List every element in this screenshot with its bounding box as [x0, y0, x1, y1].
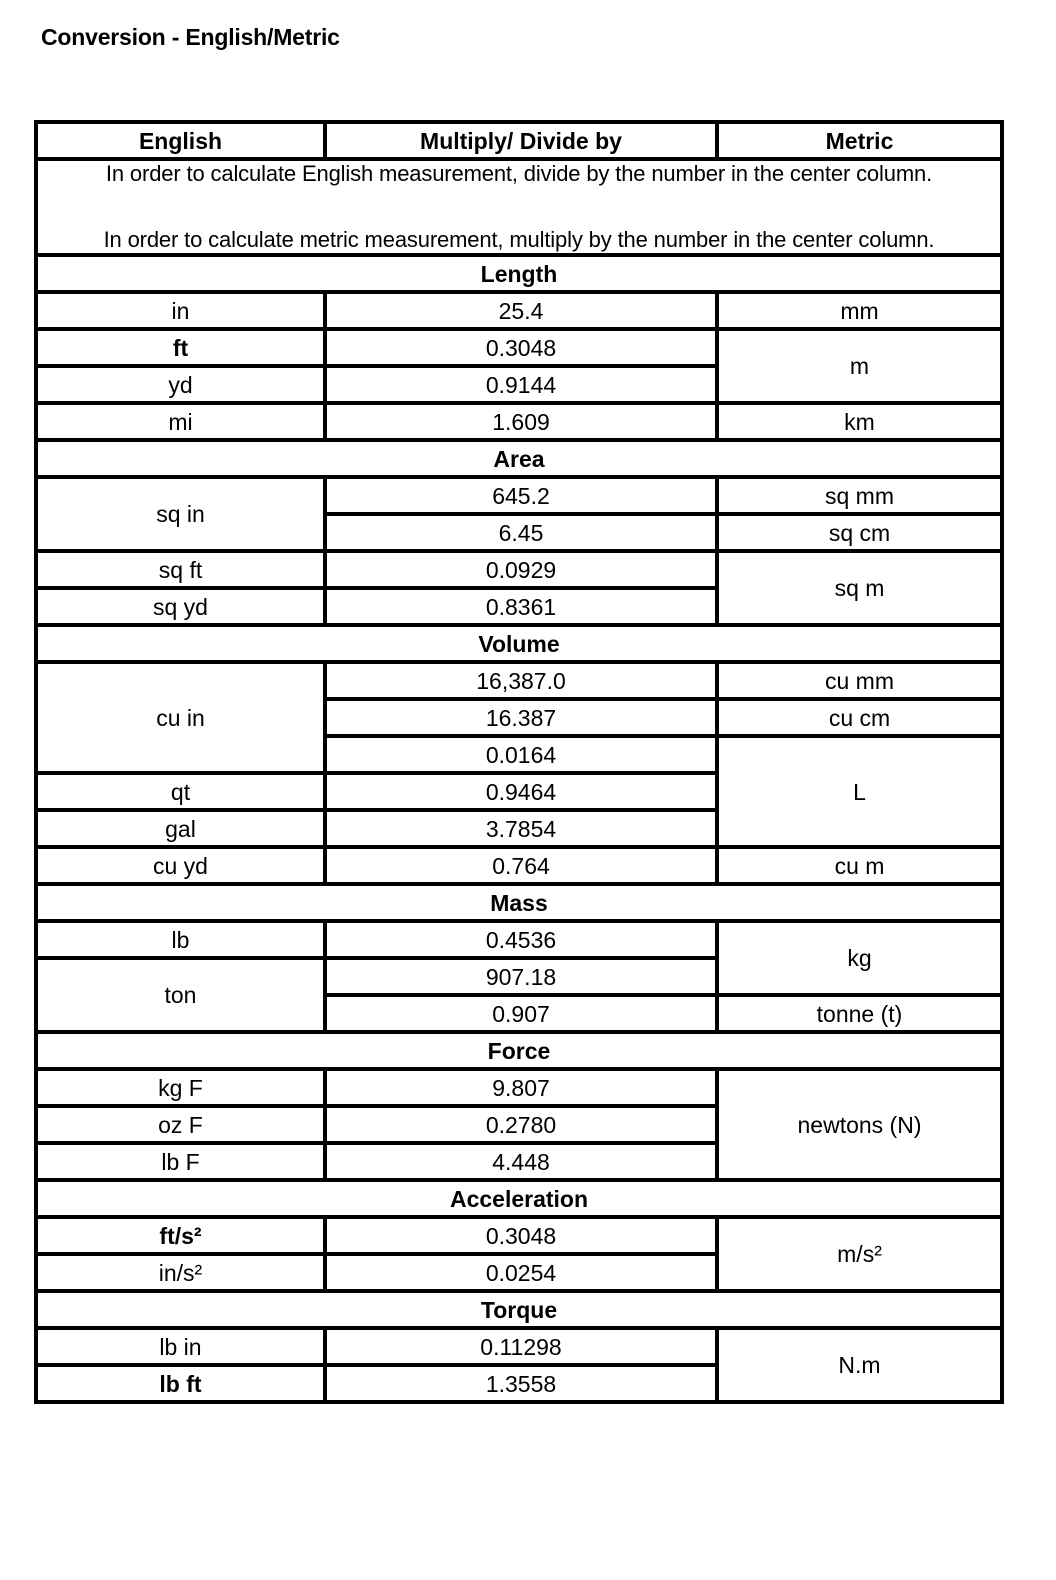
english-unit: mi: [36, 403, 325, 440]
english-unit: cu in: [36, 662, 325, 773]
section-row: [36, 1032, 1002, 1069]
header-metric: Metric: [717, 122, 1002, 159]
conversion-factor: 0.9464: [325, 773, 717, 810]
section-area: Area: [36, 440, 1002, 477]
english-unit: ft: [36, 329, 325, 366]
metric-unit: N.m: [717, 1328, 1002, 1402]
table-row: [36, 292, 1002, 329]
metric-unit: kg: [717, 921, 1002, 995]
conversion-factor: 1.3558: [325, 1365, 717, 1402]
conversion-factor: 0.8361: [325, 588, 717, 625]
header-factor: Multiply/ Divide by: [325, 122, 717, 159]
conversion-factor: 0.0164: [325, 736, 717, 773]
english-unit: in: [36, 292, 325, 329]
conversion-factor: 4.448: [325, 1143, 717, 1180]
metric-unit: km: [717, 403, 1002, 440]
instructions-cell: [36, 159, 1002, 255]
section-torque: Torque: [36, 1291, 1002, 1328]
section-row: [36, 1180, 1002, 1217]
english-unit: gal: [36, 810, 325, 847]
table-row: [36, 1069, 1002, 1106]
section-row: [36, 1291, 1002, 1328]
conversion-factor: 0.907: [325, 995, 717, 1032]
english-unit: yd: [36, 366, 325, 403]
english-unit: lb ft: [36, 1365, 325, 1402]
table-row: [36, 921, 1002, 958]
metric-unit: cu cm: [717, 699, 1002, 736]
english-unit: lb F: [36, 1143, 325, 1180]
table-row: [36, 477, 1002, 514]
conversion-factor: 16,387.0: [325, 662, 717, 699]
section-row: [36, 255, 1002, 292]
section-acceleration: Acceleration: [36, 1180, 1002, 1217]
english-unit: lb: [36, 921, 325, 958]
conversion-factor: 0.9144: [325, 366, 717, 403]
instruction-spacer: [38, 187, 1000, 227]
english-unit: in/s²: [36, 1254, 325, 1291]
conversion-factor: 25.4: [325, 292, 717, 329]
header-english: English: [36, 122, 325, 159]
table-row: [36, 1217, 1002, 1254]
metric-unit: mm: [717, 292, 1002, 329]
conversion-factor: 1.609: [325, 403, 717, 440]
metric-unit: L: [717, 736, 1002, 847]
conversion-factor: 0.3048: [325, 1217, 717, 1254]
conversion-factor: 645.2: [325, 477, 717, 514]
table-row: [36, 1328, 1002, 1365]
english-unit: lb in: [36, 1328, 325, 1365]
conversion-factor: 9.807: [325, 1069, 717, 1106]
metric-unit: sq mm: [717, 477, 1002, 514]
conversion-factor: 6.45: [325, 514, 717, 551]
english-unit: oz F: [36, 1106, 325, 1143]
section-volume: Volume: [36, 625, 1002, 662]
metric-unit: cu m: [717, 847, 1002, 884]
table-row: [36, 551, 1002, 588]
instruction-english: In order to calculate English measurement, divide by the number in the center column.: [105, 161, 933, 186]
conversion-factor: 0.11298: [325, 1328, 717, 1365]
conversion-factor: 0.0929: [325, 551, 717, 588]
table-row: [36, 662, 1002, 699]
instruction-metric: In order to calculate metric measurement, multiply by the number in the center column.: [103, 227, 935, 252]
conversion-table: [34, 120, 1004, 1404]
section-row: [36, 440, 1002, 477]
conversion-factor: 16.387: [325, 699, 717, 736]
conversion-factor: 3.7854: [325, 810, 717, 847]
metric-unit: m: [717, 329, 1002, 403]
english-unit: sq in: [36, 477, 325, 551]
english-unit: kg F: [36, 1069, 325, 1106]
table-row: [36, 329, 1002, 366]
conversion-factor: 0.0254: [325, 1254, 717, 1291]
section-row: [36, 625, 1002, 662]
english-unit: ft/s²: [36, 1217, 325, 1254]
metric-unit: cu mm: [717, 662, 1002, 699]
page-title: Conversion - English/Metric: [41, 24, 340, 50]
conversion-factor: 0.3048: [325, 329, 717, 366]
conversion-factor: 907.18: [325, 958, 717, 995]
conversion-factor: 0.4536: [325, 921, 717, 958]
english-unit: sq yd: [36, 588, 325, 625]
metric-unit: sq cm: [717, 514, 1002, 551]
section-mass: Mass: [36, 884, 1002, 921]
metric-unit: sq m: [717, 551, 1002, 625]
metric-unit: newtons (N): [717, 1069, 1002, 1180]
table-row: [36, 847, 1002, 884]
conversion-factor: 0.764: [325, 847, 717, 884]
conversion-factor: 0.2780: [325, 1106, 717, 1143]
metric-unit: m/s²: [717, 1217, 1002, 1291]
instructions-row: [36, 159, 1002, 255]
table-row: [36, 403, 1002, 440]
english-unit: ton: [36, 958, 325, 1032]
metric-unit: tonne (t): [717, 995, 1002, 1032]
header-row: [36, 122, 1002, 159]
english-unit: cu yd: [36, 847, 325, 884]
english-unit: qt: [36, 773, 325, 810]
section-length: Length: [36, 255, 1002, 292]
section-force: Force: [36, 1032, 1002, 1069]
english-unit: sq ft: [36, 551, 325, 588]
section-row: [36, 884, 1002, 921]
